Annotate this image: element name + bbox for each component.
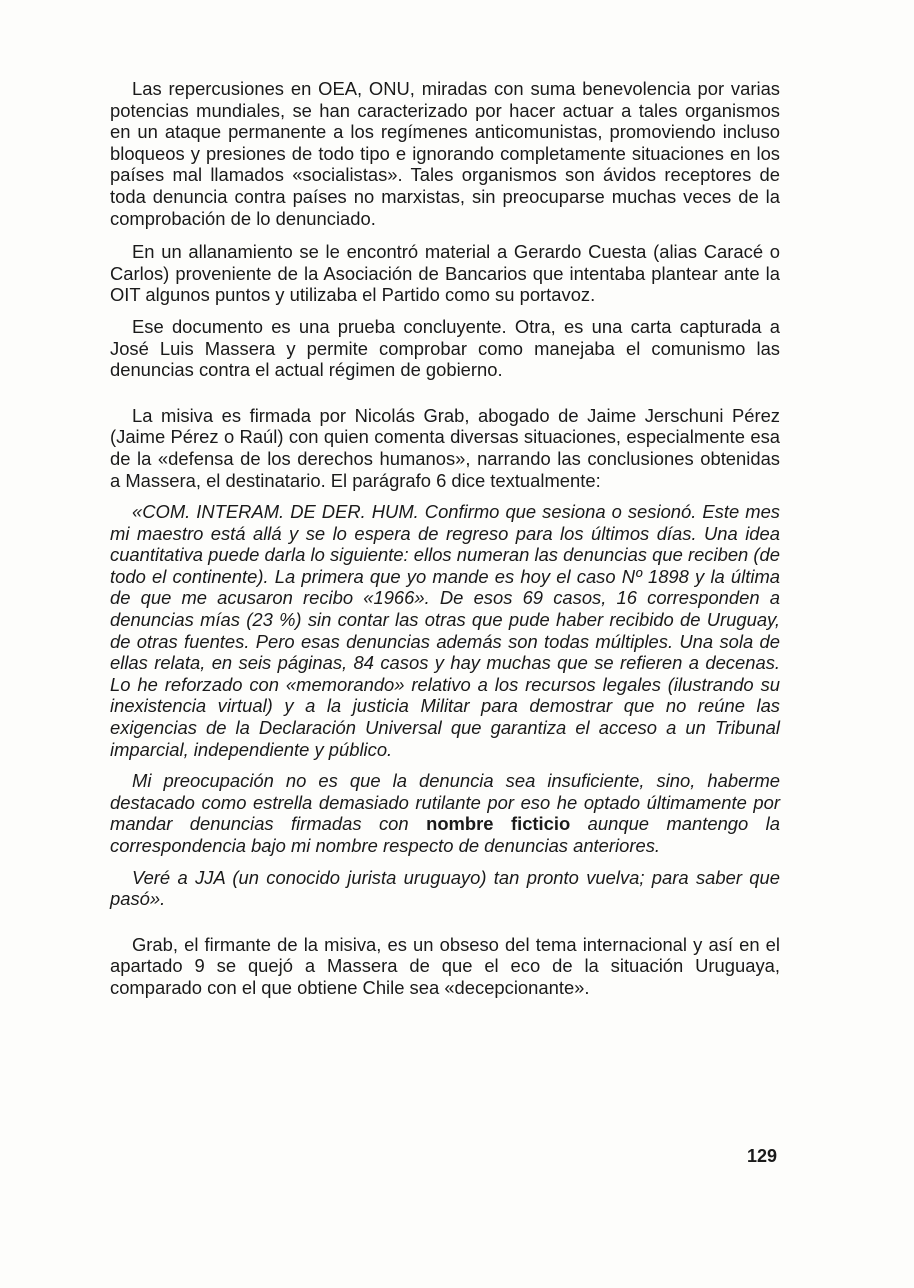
paragraph-1: Las repercusiones en OEA, ONU, miradas con suma benevolencia por varias potencias mundiales, se han caracterizado por hacer actuar a tales organismos en un ataque permanente a los regímenes anticomunistas, promoviendo incluso bloqueos y presiones de todo tipo e ignorando completamente situaciones en los países mal llamados «socialistas». Tales organismos son ávidos receptores de toda denuncia contra países no marxistas, sin preocuparse muchas veces de la comprobación de lo denunciado. <box>110 78 780 229</box>
quote-paragraph-2-end: aunque mantengo la correspondencia bajo mi nombre respecto de denuncias anteriores. <box>110 813 780 856</box>
bold-phrase: nombre ficticio <box>426 813 571 835</box>
paragraph-3: Ese documento es una prueba concluyente. Otra, es una carta capturada a José Luis Massera y permite comprobar como manejaba el comunismo las denuncias contra el actual régimen de gobierno. <box>110 315 780 381</box>
page-number: 129 <box>747 1146 778 1166</box>
paragraph-2: En un allanamiento se le encontró material a Gerardo Cuesta (alias Caracé o Carlos) proveniente de la Asociación de Bancarios que intentaba plantear ante la OIT algunos puntos y utilizaba el Partido como su portavoz. <box>110 241 780 306</box>
quote-paragraph-3: Veré a JJA (un conocido jurista uruguayo) tan pronto vuelva; para saber que pasó». <box>110 866 780 910</box>
quote-paragraph-2-start: Mi preocupación no es que la denuncia sea insuficiente, sino, haberme destacado como estrella demasiado rutilante por eso he optado últimamente por mandar denuncias firmadas con <box>110 770 780 835</box>
body-text <box>110 78 780 1009</box>
paragraph-4: La misiva es firmada por Nicolás Grab, abogado de Jaime Jerschuni Pérez (Jaime Pérez o Raúl) con quien comenta diversas situaciones, especialmente esa de la «defensa de los derechos humanos», narrando las conclusiones obtenidas a Massera, el destinatario. El parágrafo 6 dice textualmente: <box>110 404 780 491</box>
quote-paragraph-1: «COM. INTERAM. DE DER. HUM. Confirmo que sesiona o sesionó. Este mes mi maestro está allá y se lo espera de regreso para los últimos días. Una idea cuantitativa puede darla lo siguiente: ellos numeran las denuncias que reciben (de todo el continente). La primera que yo mande es hoy el caso Nº 1898 y la última de que me acusaron recibo «1966». De esos 69 casos, 16 corresponden a denuncias mías (23 %) sin contar las otras que pude haber recibido de Uruguay, de otras fuentes. Pero esas denuncias además son todas múltiples. Una sola de ellas relata, en seis páginas, 84 casos y hay muchas que se refieren a decenas. Lo he reforzado con «memorando» relativo a los recursos legales (ilustrando su inexistencia virtual) y a la justicia Militar para demostrar que no reúne las exigencias de la Declaración Universal que garantiza el acceso a un Tribunal imparcial, independiente y público. <box>110 501 780 760</box>
quote-paragraph-2 <box>110 770 780 856</box>
paragraph-5: Grab, el firmante de la misiva, es un obseso del tema internacional y así en el apartado 9 se quejó a Massera de que el eco de la situación Uruguaya, comparado con el que obtiene Chile sea «decepcionante». <box>110 933 780 998</box>
